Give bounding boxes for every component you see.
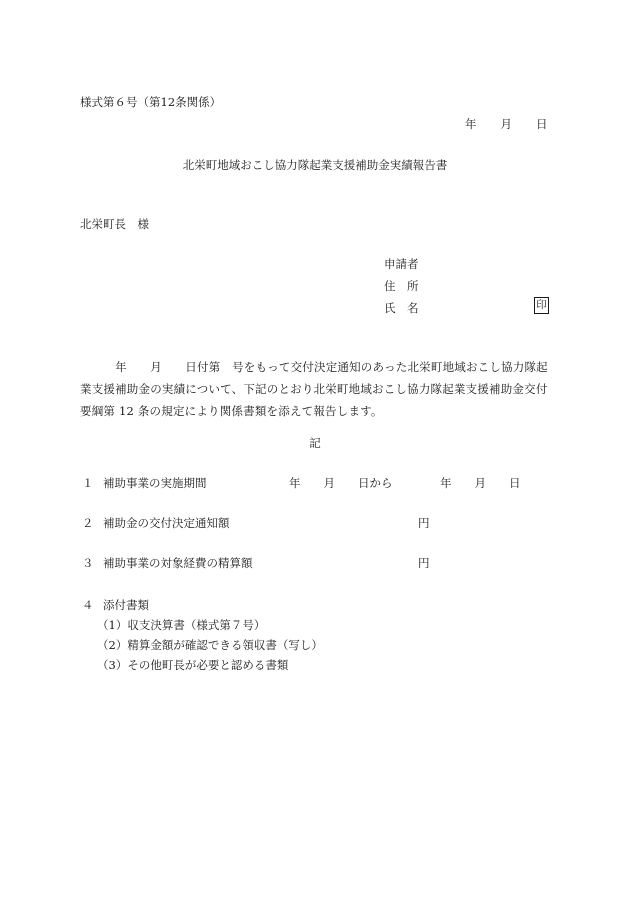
item-2-number: ２ bbox=[82, 516, 94, 530]
applicant-label: 申請者 bbox=[384, 257, 419, 271]
date-month: 月 bbox=[500, 117, 512, 131]
body-line-2: 業支援補助金の実績について、下記のとおり北栄町地域おこし協力隊起業支援補助金交付 bbox=[80, 382, 548, 396]
item-1-label: 補助事業の実施期間 bbox=[103, 476, 207, 490]
attachment-item-2: （2）精算金額が確認できる領収書（写し） bbox=[97, 638, 323, 652]
body-line-1: 年 月 日付第 号をもって交付決定通知のあった北栄町地域おこし協力隊起 bbox=[80, 360, 548, 374]
date-year: 年 bbox=[465, 117, 477, 131]
item-4-label: 添付書類 bbox=[103, 598, 149, 612]
item-3-yen: 円 bbox=[418, 556, 430, 570]
address-label: 住 所 bbox=[384, 279, 419, 293]
body-line-3: 要綱第 12 条の規定により関係書類を添えて報告します。 bbox=[80, 404, 383, 418]
seal-mark: 印 bbox=[534, 297, 549, 314]
document-title: 北栄町地域おこし協力隊起業支援補助金実績報告書 bbox=[182, 158, 448, 172]
item-3-number: ３ bbox=[82, 556, 94, 570]
header-date bbox=[465, 119, 548, 131]
ki-heading: 記 bbox=[309, 436, 321, 450]
item-3-label: 補助事業の対象経費の精算額 bbox=[103, 556, 253, 570]
item-1-number: １ bbox=[82, 476, 94, 490]
item-2-yen: 円 bbox=[418, 516, 430, 530]
item-4-number: ４ bbox=[82, 598, 94, 612]
date-day: 日 bbox=[536, 117, 548, 131]
report-body bbox=[80, 356, 550, 422]
attachment-item-1: （1）収支決算書（様式第７号） bbox=[97, 618, 266, 632]
form-number: 様式第６号（第12条関係） bbox=[80, 95, 222, 109]
item-2-label: 補助金の交付決定通知額 bbox=[103, 516, 230, 530]
name-label: 氏 名 bbox=[384, 301, 419, 315]
item-1-period-start: 年 月 日から bbox=[289, 476, 393, 490]
addressee: 北栄町長 様 bbox=[80, 217, 149, 231]
attachment-item-3: （3）その他町長が必要と認める書類 bbox=[97, 658, 289, 672]
item-1-period-end: 年 月 日 bbox=[440, 476, 521, 490]
